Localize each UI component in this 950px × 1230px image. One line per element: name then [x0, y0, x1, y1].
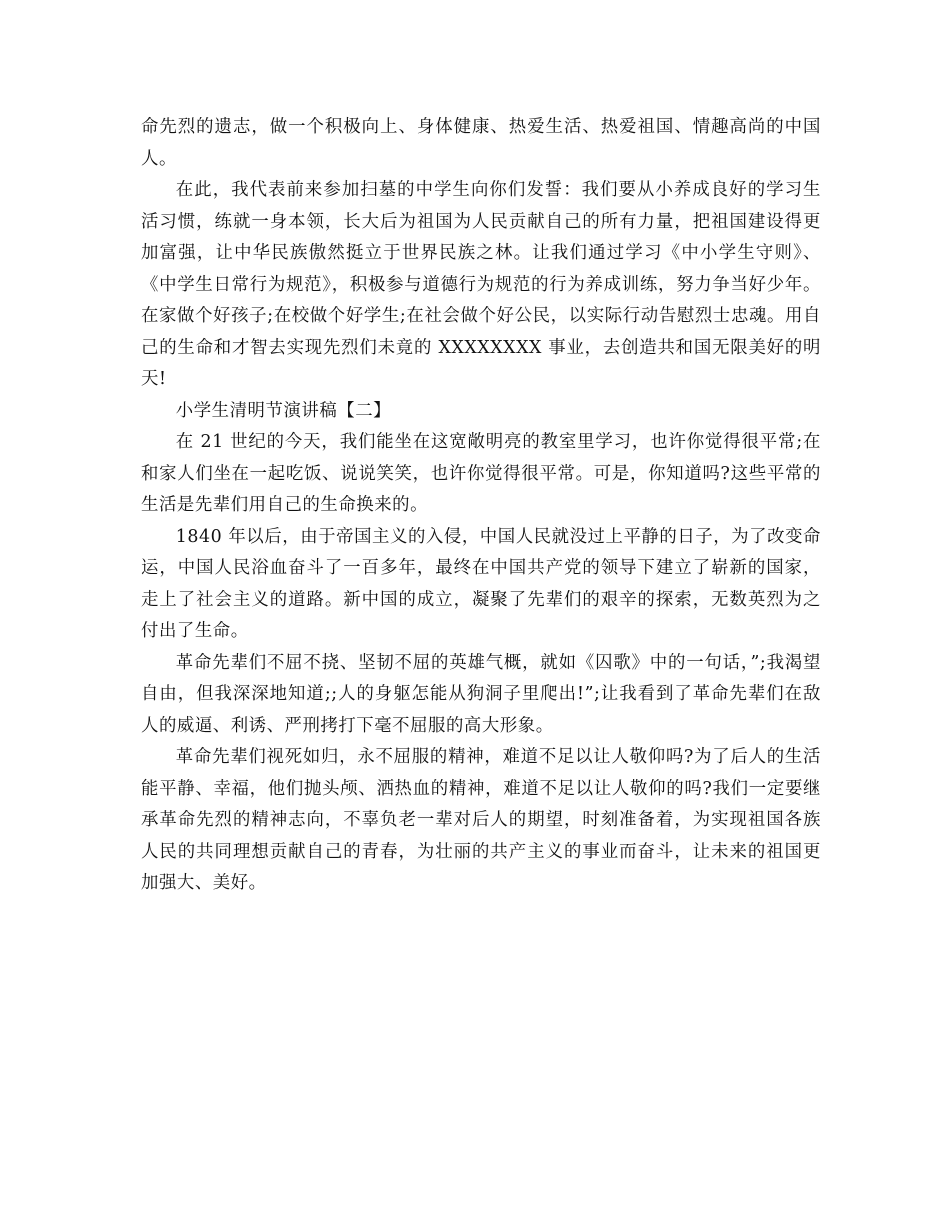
paragraph-history: 1840 年以后，由于帝国主义的入侵，中国人民就没过上平静的日子，为了改变命运，中国人民浴血奋斗了一百多年，最终在中国共产党的领导下建立了崭新的国家，走上了社会主义的道路。新中国的成立，凝聚了先辈们的艰辛的探索，无数英烈为之付出了生命。: [141, 526, 821, 641]
paragraph-pledge: 在此，我代表前来参加扫墓的中学生向你们发誓：我们要从小养成良好的学习生活习惯，练就一身本领，长大后为祖国为人民贡献自己的所有力量，把祖国建设得更加富强，让中华民族傲然挺立于世界民族之林。让我们通过学习《中小学生守则》、《中学生日常行为规范》，积极参与道德行为规范的行为养成训练，努力争当好少年。在家做个好孩子;在校做个好学生;在社会做个好公民，以实际行动告慰烈士忠魂。用自己的生命和才智去实现先烈们未竟的 XXXXXXXX 事业，去创造共和国无限美好的明天!: [141, 180, 821, 389]
paragraph-today: 在 21 世纪的今天，我们能坐在这宽敞明亮的教室里学习，也许你觉得很平常;在和家人们坐在一起吃饭、说说笑笑，也许你觉得很平常。可是，你知道吗?这些平常的生活是先辈们用自己的生命换来的。: [141, 432, 821, 515]
paragraph-continuation: 命先烈的遗志，做一个积极向上、身体健康、热爱生活、热爱祖国、情趣高尚的中国人。: [141, 117, 821, 169]
document-body: [141, 112, 821, 900]
section-heading: 小学生清明节演讲稿【二】: [175, 400, 392, 421]
paragraph-heroes: 革命先辈们不屈不挠、坚韧不屈的英雄气概，就如《囚歌》中的一句话，”;我渴望自由，但我深深地知道;;人的身躯怎能从狗洞子里爬出!”;让我看到了革命先辈们在敌人的威逼、利诱、严刑拷打下毫不屈服的高大形象。: [141, 652, 821, 736]
paragraph-conclusion: 革命先辈们视死如归，永不屈服的精神，难道不足以让人敬仰吗?为了后人的生活能平静、幸福，他们抛头颅、洒热血的精神，难道不足以让人敬仰的吗?我们一定要继承革命先烈的精神志向，不辜负老一辈对后人的期望，时刻准备着，为实现祖国各族人民的共同理想贡献自己的青春，为壮丽的共产主义的事业而奋斗，让未来的祖国更加强大、美好。: [141, 747, 821, 893]
